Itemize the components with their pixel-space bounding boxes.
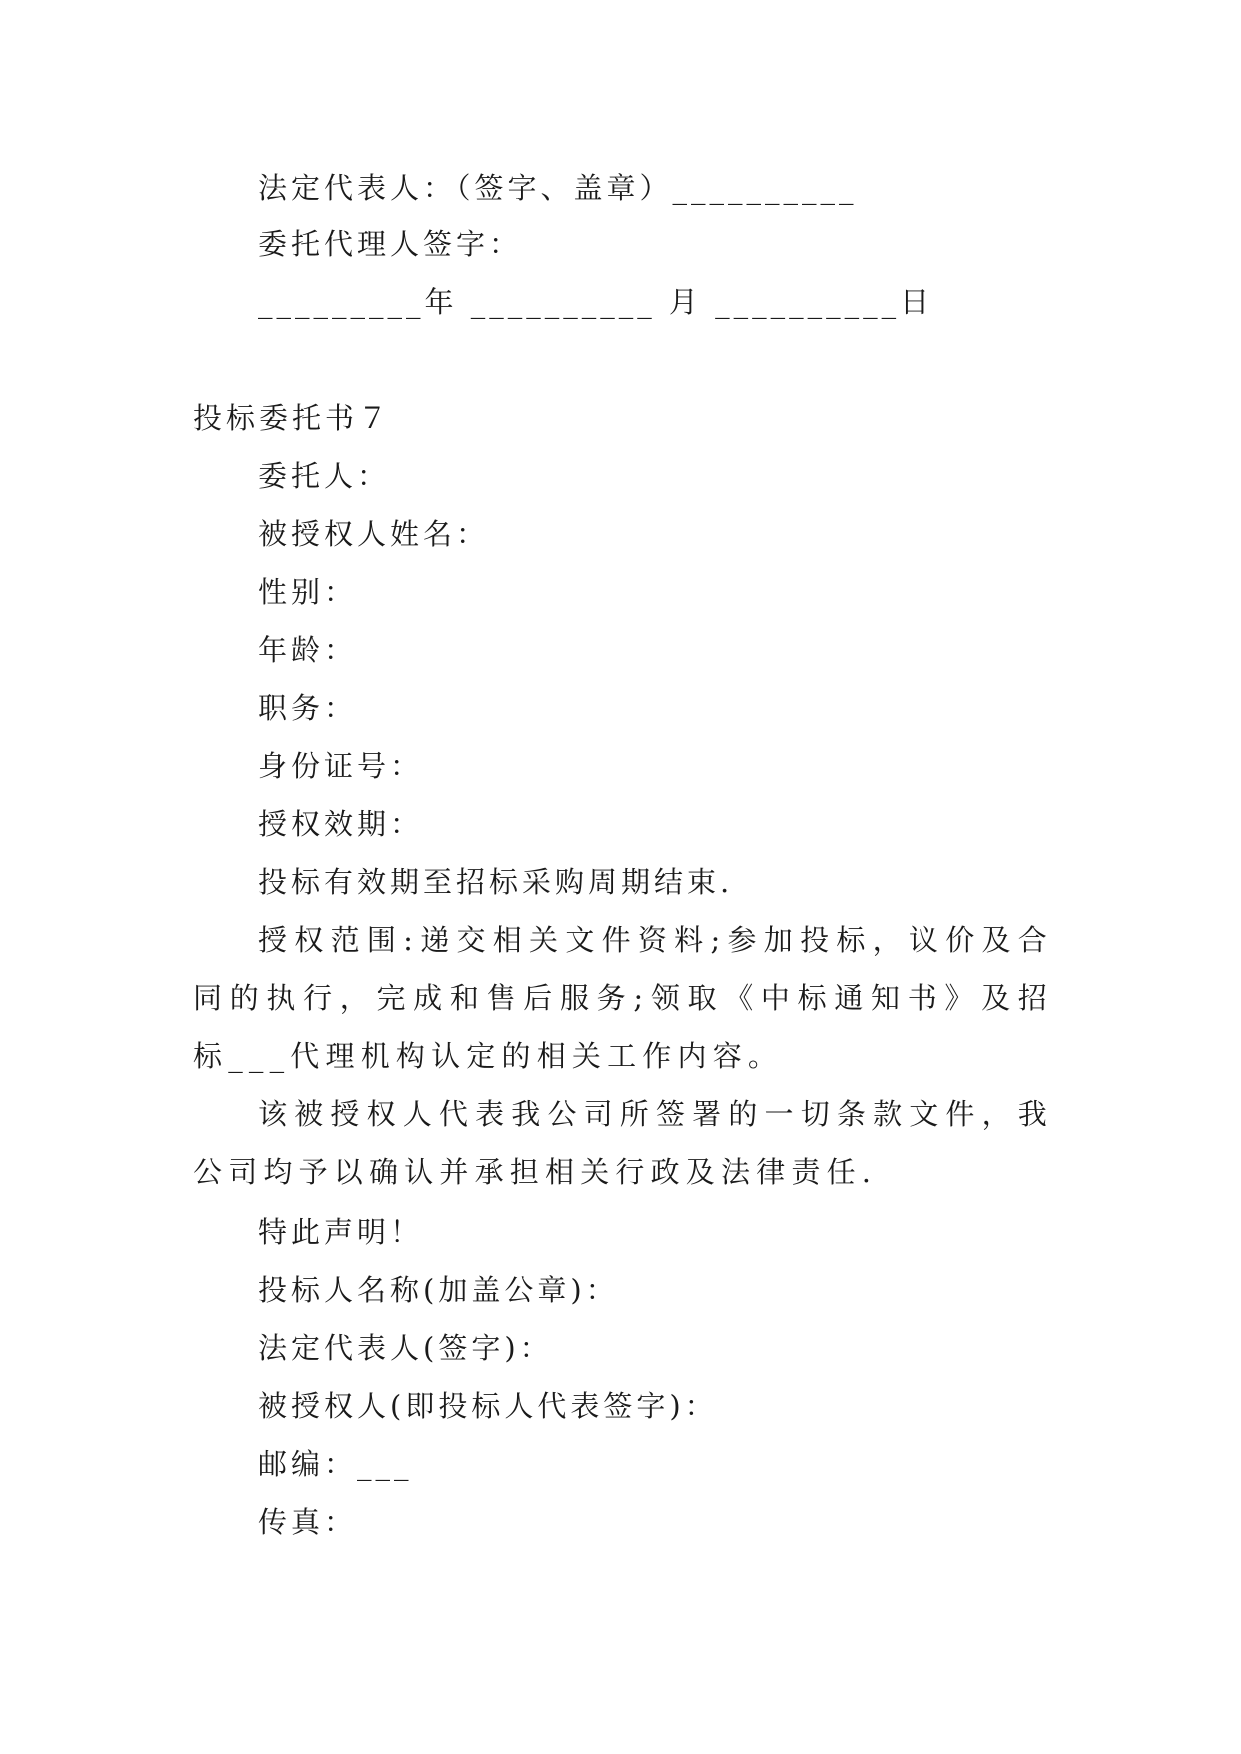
date-line: _________年 __________ 月 __________日: [258, 285, 934, 319]
validity-text: 投标有效期至招标采购周期结束.: [258, 865, 734, 899]
postcode-field: 邮编：___: [258, 1447, 413, 1481]
declaration-line: 特此声明！: [258, 1215, 424, 1249]
legal-rep-sign-field: 法定代表人(签字)：: [258, 1331, 553, 1365]
confirm-paragraph: 该被授权人代表我公司所签署的一切条款文件，我公司均予以确认并承担相关行政及法律责任.: [193, 1097, 1053, 1189]
bidder-name-field: 投标人名称(加盖公章)：: [258, 1273, 619, 1307]
position-field: 职务：: [258, 691, 358, 725]
grantee-name-field: 被授权人姓名：: [258, 517, 490, 551]
agent-signature-line: 委托代理人签字：: [258, 227, 523, 261]
scope-paragraph: 授权范围:递交相关文件资料;参加投标，议价及合同的执行，完成和售后服务;领取《中标通知书》及招标___代理机构认定的相关工作内容。: [193, 923, 1053, 1073]
validity-field: 授权效期：: [258, 807, 424, 841]
legal-rep-signature-line: 法定代表人：（签字、盖章）__________: [258, 171, 858, 205]
principal-field: 委托人：: [258, 459, 391, 493]
gender-field: 性别：: [258, 575, 358, 609]
id-number-field: 身份证号：: [258, 749, 424, 783]
grantee-sign-field: 被授权人(即投标人代表签字)：: [258, 1389, 718, 1423]
age-field: 年龄：: [258, 633, 358, 667]
section-title: 投标委托书７: [193, 401, 392, 435]
fax-field: 传真：: [258, 1505, 358, 1539]
